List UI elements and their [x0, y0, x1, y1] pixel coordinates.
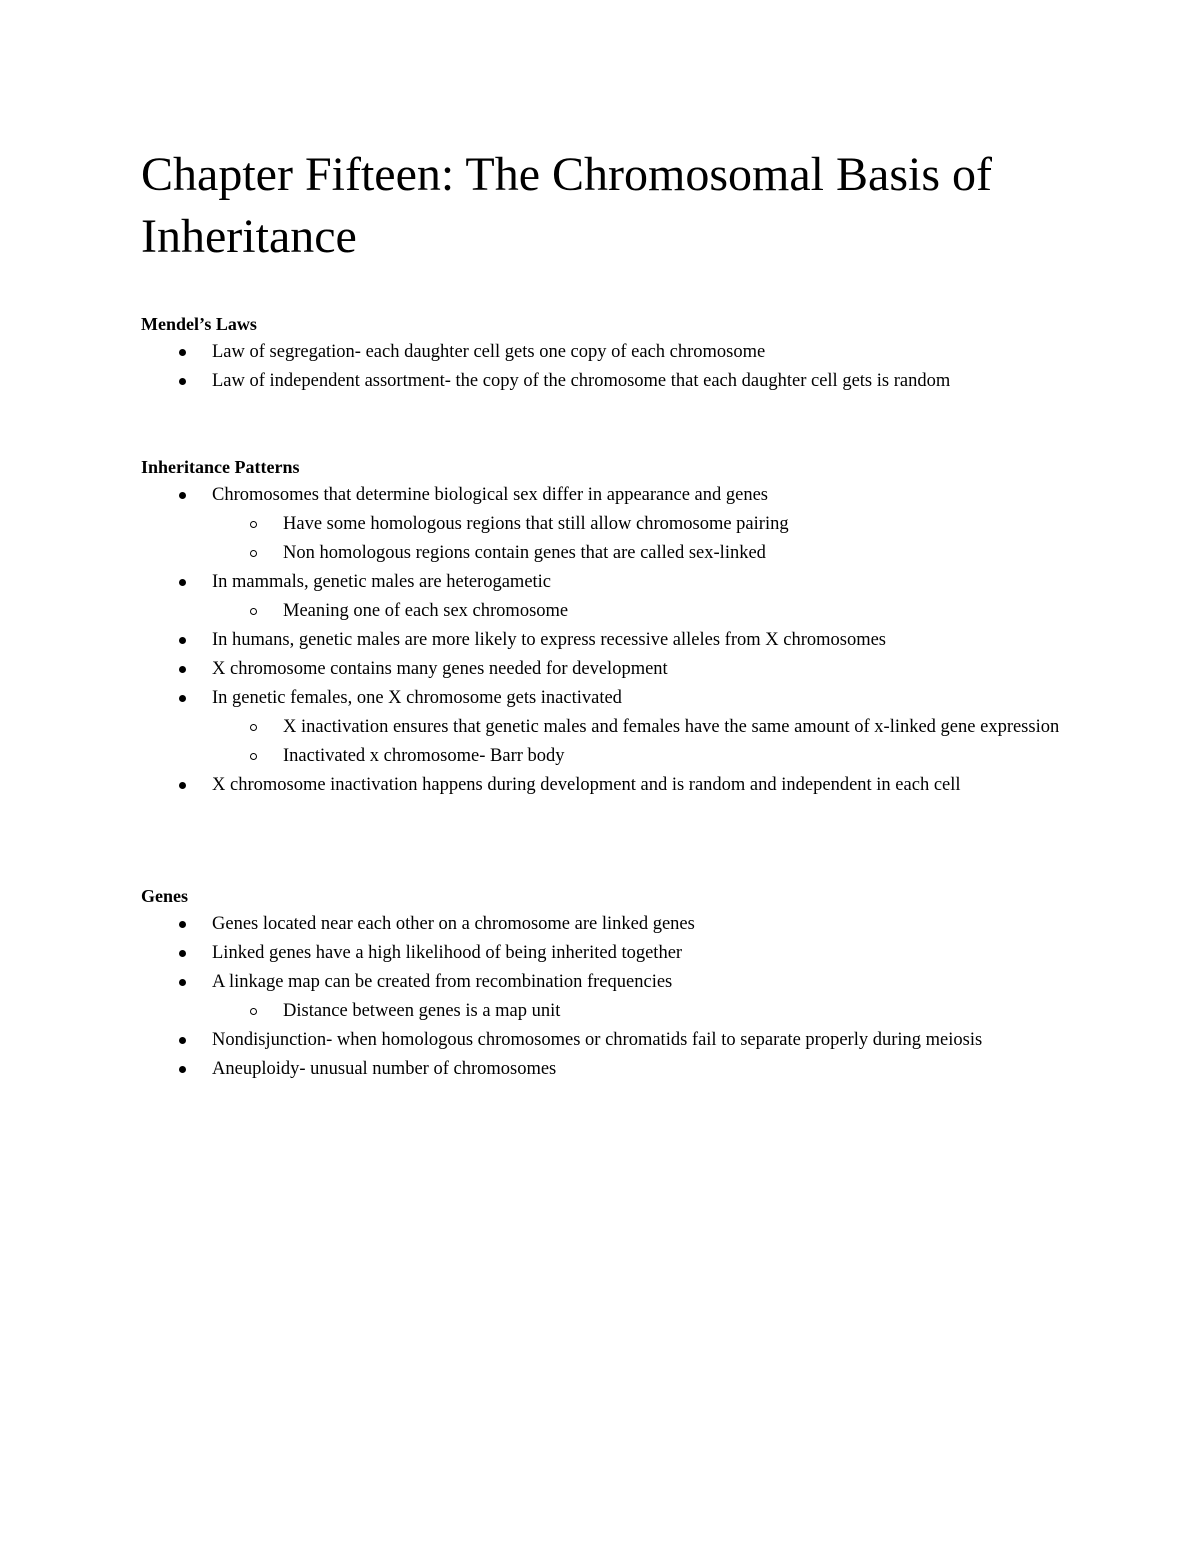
sub-bullet-list: [212, 997, 1061, 1026]
sub-list-item: [212, 597, 1061, 626]
section-inheritance-patterns: [141, 453, 1061, 800]
bullet-list: [141, 910, 1061, 1084]
list-item: [141, 1026, 1061, 1055]
bullet-dot-icon: [179, 979, 186, 986]
list-item: [141, 655, 1061, 684]
bullet-dot-icon: [179, 579, 186, 586]
list-item: [141, 338, 1061, 367]
list-item-text: Aneuploidy- unusual number of chromosomes: [212, 1059, 557, 1079]
list-item-text: Nondisjunction- when homologous chromosomes or chromatids fail to separate properly during meiosis: [212, 1030, 983, 1050]
sub-list-item: [212, 539, 1061, 568]
bullet-list: [141, 338, 1061, 396]
bullet-list: [141, 481, 1061, 800]
sub-list-item-text: Have some homologous regions that still allow chromosome pairing: [283, 514, 789, 534]
section-heading: Genes: [141, 886, 188, 906]
list-item: [141, 367, 1061, 396]
bullet-dot-icon: [179, 921, 186, 928]
section-heading: Mendel’s Laws: [141, 314, 257, 334]
list-item: [141, 939, 1061, 968]
list-item: [141, 481, 1061, 568]
list-item-text: A linkage map can be created from recombination frequencies: [212, 972, 673, 992]
bullet-circle-icon: [250, 608, 257, 615]
bullet-dot-icon: [179, 492, 186, 499]
sub-list-item-text: Inactivated x chromosome- Barr body: [283, 746, 565, 766]
list-item-text: Genes located near each other on a chromosome are linked genes: [212, 914, 695, 934]
sub-list-item: [212, 510, 1061, 539]
list-item: [141, 1055, 1061, 1084]
bullet-dot-icon: [179, 950, 186, 957]
bullet-circle-icon: [250, 753, 257, 760]
bullet-dot-icon: [179, 637, 186, 644]
bullet-circle-icon: [250, 521, 257, 528]
bullet-dot-icon: [179, 1066, 186, 1073]
sub-list-item-text: X inactivation ensures that genetic males and females have the same amount of x-linked gene expression: [283, 717, 1060, 737]
list-item-text: Chromosomes that determine biological sex differ in appearance and genes: [212, 485, 769, 505]
list-item: [141, 626, 1061, 655]
sub-list-item: [212, 997, 1061, 1026]
section-genes: [141, 882, 1061, 1084]
list-item: [141, 684, 1061, 771]
bullet-dot-icon: [179, 1037, 186, 1044]
list-item-text: In humans, genetic males are more likely to express recessive alleles from X chromosomes: [212, 630, 887, 650]
bullet-circle-icon: [250, 1008, 257, 1015]
bullet-dot-icon: [179, 695, 186, 702]
list-item-text: In mammals, genetic males are heterogametic: [212, 572, 552, 592]
section-heading: Inheritance Patterns: [141, 457, 300, 477]
list-item-text: Law of independent assortment- the copy of the chromosome that each daughter cell gets is random: [212, 371, 951, 391]
bullet-dot-icon: [179, 782, 186, 789]
section-mendels-laws: [141, 310, 1061, 396]
list-item-text: Law of segregation- each daughter cell gets one copy of each chromosome: [212, 342, 766, 362]
sub-list-item-text: Non homologous regions contain genes that are called sex-linked: [283, 543, 766, 563]
sub-list-item: [212, 713, 1061, 742]
bullet-dot-icon: [179, 349, 186, 356]
sub-bullet-list: [212, 713, 1061, 771]
list-item: [141, 771, 1061, 800]
sub-bullet-list: [212, 510, 1061, 568]
list-item-text: X chromosome contains many genes needed for development: [212, 659, 668, 679]
list-item-text: X chromosome inactivation happens during development and is random and independent in each cell: [212, 775, 961, 795]
bullet-dot-icon: [179, 378, 186, 385]
list-item: [141, 968, 1061, 1026]
list-item-text: In genetic females, one X chromosome gets inactivated: [212, 688, 622, 708]
document-title: Chapter Fifteen: The Chromosomal Basis of Inheritance: [141, 148, 992, 263]
bullet-dot-icon: [179, 666, 186, 673]
list-item-text: Linked genes have a high likelihood of being inherited together: [212, 943, 683, 963]
sub-list-item-text: Distance between genes is a map unit: [283, 1001, 561, 1021]
bullet-circle-icon: [250, 550, 257, 557]
sub-list-item-text: Meaning one of each sex chromosome: [283, 601, 569, 621]
bullet-circle-icon: [250, 724, 257, 731]
list-item: [141, 910, 1061, 939]
sub-list-item: [212, 742, 1061, 771]
sub-bullet-list: [212, 597, 1061, 626]
list-item: [141, 568, 1061, 626]
